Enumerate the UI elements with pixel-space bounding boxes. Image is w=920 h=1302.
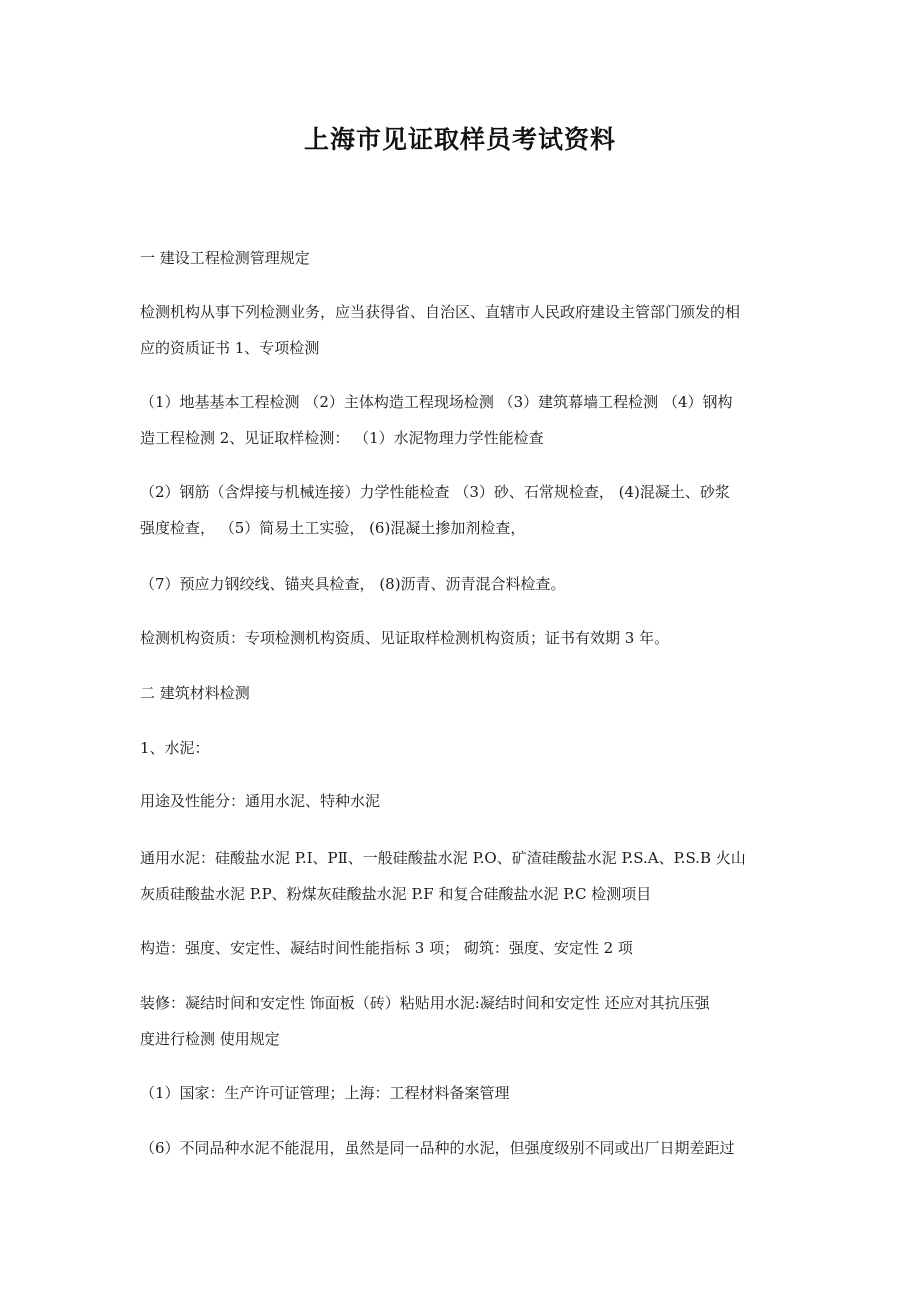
text-line: 造工程检测 2、见证取样检测： （1）水泥物理力学性能检查 bbox=[140, 429, 544, 447]
paragraph bbox=[140, 783, 782, 819]
text-line: 检测机构从事下列检测业务，应当获得省、自治区、直辖市人民政府建设主管部门颁发的相 bbox=[140, 303, 741, 321]
text-line: （1）国家：生产许可证管理；上海：工程材料备案管理 bbox=[140, 1084, 510, 1102]
text-line: 强度检查， （5）简易土工实验， (6)混凝土掺加剂检查， bbox=[140, 519, 526, 537]
paragraph bbox=[140, 384, 782, 456]
text-line: 1、水泥： bbox=[140, 739, 210, 757]
paragraph bbox=[140, 840, 782, 912]
paragraph bbox=[140, 930, 782, 966]
text-line: 灰质硅酸盐水泥 P.P、粉煤灰硅酸盐水泥 P.F 和复合硅酸盐水泥 P.C 检测项目 bbox=[140, 885, 652, 903]
text-line: 用途及性能分：通用水泥、特种水泥 bbox=[140, 792, 381, 810]
text-line: 通用水泥：硅酸盐水泥 P.Ⅰ、PⅡ、一般硅酸盐水泥 P.O、矿渣硅酸盐水泥 P.S.A、P.S.B 火山 bbox=[140, 849, 746, 867]
paragraph bbox=[140, 985, 782, 1057]
text-line: 应的资质证书 1、专项检测 bbox=[140, 339, 320, 357]
document-title: 上海市见证取样员考试资料 bbox=[303, 125, 616, 154]
paragraph bbox=[140, 1075, 782, 1111]
paragraph bbox=[140, 294, 782, 366]
paragraph bbox=[140, 474, 782, 546]
subsection-heading bbox=[140, 730, 782, 766]
text-line: （2）钢筋（含焊接与机械连接）力学性能检查 （3）砂、石常规检查， (4)混凝土、砂浆 bbox=[140, 483, 730, 501]
section-heading bbox=[140, 240, 782, 276]
text-line: 构造：强度、安定性、凝结时间性能指标 3 项； 砌筑：强度、安定性 2 项 bbox=[140, 939, 633, 957]
text-line: （7）预应力钢绞线、锚夹具检查， (8)沥青、沥青混合料检查。 bbox=[140, 575, 566, 593]
text-line: 二 建筑材料检测 bbox=[140, 684, 250, 702]
text-line: 度进行检测 使用规定 bbox=[140, 1030, 280, 1048]
text-line: 装修：凝结时间和安定性 饰面板（砖）粘贴用水泥:凝结时间和安定性 还应对其抗压强 bbox=[140, 994, 710, 1012]
text-line: 检测机构资质：专项检测机构资质、见证取样检测机构资质；证书有效期 3 年。 bbox=[140, 629, 670, 647]
section-heading bbox=[140, 675, 782, 711]
text-line: 一 建设工程检测管理规定 bbox=[140, 249, 310, 267]
text-line: （6）不同品种水泥不能混用，虽然是同一品种的水泥，但强度级别不同或出厂日期差距过 bbox=[140, 1139, 735, 1157]
paragraph bbox=[140, 566, 782, 602]
paragraph bbox=[140, 620, 782, 656]
text-line: （1）地基基本工程检测 （2）主体构造工程现场检测 （3）建筑幕墙工程检测 （4）钢构 bbox=[140, 393, 733, 411]
paragraph bbox=[140, 1130, 782, 1166]
